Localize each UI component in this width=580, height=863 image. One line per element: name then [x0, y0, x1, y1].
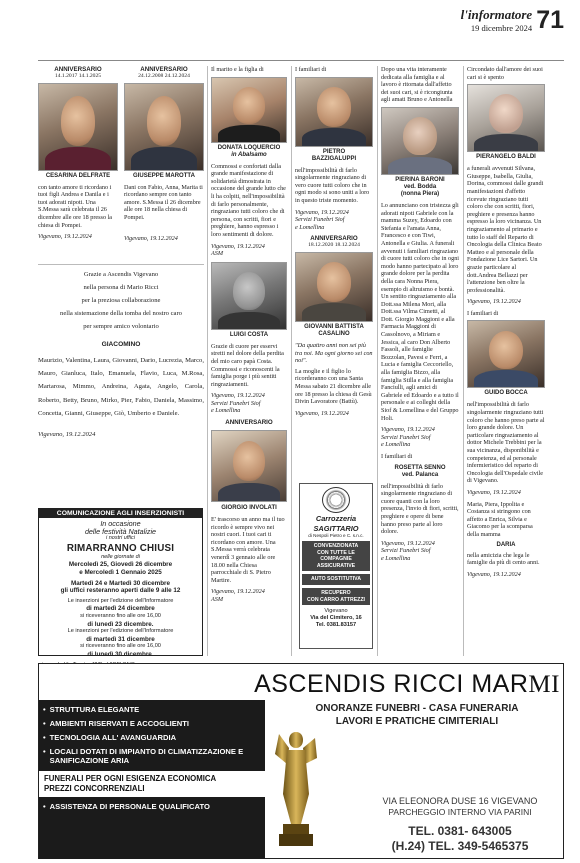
page-header [461, 5, 564, 35]
funeral-service: e Lomellina [381, 554, 411, 562]
notice-text: nella amicizia che lega le famiglie da più di cento anni. [467, 551, 540, 567]
target-logo-icon [322, 487, 350, 513]
ascendis-ad [38, 663, 564, 859]
funeral-service: e Lomellina [381, 441, 411, 449]
ad-contact [357, 796, 563, 854]
thanks-signers: Maurizio, Valentina, Laura, Giovanni, Dario, Lucrezia, Marco, Mauro, Gianluca, Italo, Emanuela, Flavio, Luca, M.Rosa, Martarosa, Mimmo, Andreina, Agata, Angelo, Carola, Roberto, Betty, Bruno, Mirko, Pier, Fabio, Daniela, Massimo, Concetta, Gianni, Giuseppe, Giò, Umberto e Daniele. [38, 357, 204, 417]
notice-line: Martedì 24 e Martedì 30 dicembre [70, 579, 171, 587]
notice-line: di lunedì 23 dicembre. [87, 620, 154, 628]
notice-text: nell'impossibilità di farlo singolarmente ringraziano tutti coloro che hanno preso parte al loro grande dolore. Un particolare ringraziamento al dottor Michele Trebbini per la sua vicinanza, disponibilità e competenza, ed al personale infermieristico del reparto di Oncologia dell'Ospedale civile di Vigevano. [467, 401, 545, 485]
ad-business-name [249, 670, 565, 699]
business-name: Carrozzeria [315, 514, 357, 523]
bullet-icon: • [43, 802, 46, 811]
feature-item [39, 719, 265, 728]
notice-line: di martedì 24 dicembre [86, 605, 155, 613]
deceased-married-name: ved. Palanca [401, 471, 439, 478]
feature-label: TECNOLOGIA ALL' AVANGUARDIA [49, 733, 177, 742]
signature: Vigevano, 19.12.2024 [124, 234, 178, 242]
column-4 [381, 66, 459, 566]
portrait-photo [38, 83, 118, 171]
anniversary-marotta [124, 66, 204, 245]
deceased-name: LUIGI COSTA [229, 331, 269, 338]
notice-line: si riceveranno fino alle ore 16,00 [80, 612, 161, 619]
divider [38, 264, 204, 265]
signature: Vigevano, 19.12.2024 [295, 208, 349, 216]
column-5 [467, 66, 545, 581]
feature-label: AMBIENTI RISERVATI E ACCOGLIENTI [49, 719, 190, 728]
deceased-name: GIOVANNI BATTISTA [304, 323, 364, 330]
notice-intro: I familiari di [467, 309, 499, 317]
ad-address: VIA ELEONORA DUSE 16 VIGEVANO [382, 796, 538, 806]
services-box [302, 588, 370, 605]
ad-title-part: MI [528, 671, 560, 698]
funeral-service: e Lomellina [295, 223, 325, 231]
ad-service-line: ONORANZE FUNEBRI - CASA FUNERARIA [315, 703, 519, 714]
bullet-icon: • [43, 719, 46, 728]
advertisers-notice [38, 508, 203, 656]
ad-parking: PARCHEGGIO INTERNO VIA PARINI [388, 807, 532, 817]
service-line: CONVENZIONATA [313, 543, 359, 549]
notice-intro: Circondato dall'amore dei suoi cari si è spento [467, 66, 543, 81]
thanks-line: nella sistemazione della tomba del nostro caro [60, 310, 182, 317]
notice-intro: Dopo una vita interamente dedicata alla famiglia e al lavoro è ritornata dall'affetto dei suoi cari, si è ricongiunta agli amati Bruno e Antonella [381, 66, 453, 104]
anniversary-dates: 18.12.2020 18.12.2024 [308, 242, 360, 249]
notice-line: gli uffici resteranno aperti dalle 9 alle 12 [60, 587, 181, 595]
deceased-name: CASALINO [318, 330, 350, 337]
angel-statue-icon [271, 724, 321, 854]
bullet-icon: • [43, 705, 46, 714]
feature-item [39, 733, 265, 742]
notice-heading: COMUNICAZIONE AGLI INSERZIONISTI [39, 509, 202, 518]
brand-name: l'informatore [460, 7, 533, 22]
portrait-photo [295, 252, 373, 322]
portrait-photo [467, 320, 545, 388]
signature: Vigevano, 19.12.2024 [467, 570, 521, 578]
portrait-photo [381, 107, 459, 175]
notice-text: nell'impossibilità di farlo singolarmente ringraziano di cuore quanti con la loro presenza, l'invio di fiori, scritti, preghiere e opere di bene hanno preso parte al loro dolore. [381, 482, 459, 536]
portrait-photo [211, 430, 287, 502]
deceased-name: GIORGIO INVOLATI [221, 505, 277, 512]
bullet-icon: • [43, 747, 46, 756]
ad-phone: TEL. 0381- 643005 [408, 824, 512, 838]
funeral-service: ASM [211, 250, 224, 258]
thanks-giacomino [38, 268, 204, 444]
deceased-name: PIERANGELO BALDI [476, 154, 536, 161]
portrait-photo [124, 83, 204, 171]
deceased-name: GUIDO BOCCA [484, 390, 528, 397]
anniversary-delfrate [38, 66, 118, 244]
anniversary-dates: 14.1.2017 14.1.2025 [54, 73, 102, 79]
notice-line: di lunedì 30 dicembre. [87, 650, 154, 658]
notice-line: delle festività Natalizie [84, 526, 157, 536]
issue-date: 19 dicembre 2024 [470, 23, 533, 33]
column-divider [463, 66, 464, 656]
business-name: SAGITTARIO [313, 524, 359, 533]
notice-text: a funerali avvenuti Silvana, Giuseppe, Isabella, Giulia, Dorina, commossi dalle grandi manifestazioni d'affetto ricevute ringraziano tutti coloro che con scritti, fiori, preghiere e presenza hanno espresso la loro vicinanza. Un ringraziamento al primario e tutto lo staff del Reparto di Oncologia della Clinica Beato Matteo e al personale della Fondazione Lice Sartori. Un grazie particolare al dott.Andrea Bellazzi per l'attenzione ben oltre la professionalità. [467, 165, 544, 294]
notice-text: con tanto amore ti ricordano i tuoi figli Andrea e Danila e i tuoi adorati nipoti. Una S.Messa sarà celebrata il 26 dicembre alle ore 18 presso la chiesa di Pompei. [38, 183, 113, 229]
highlight-line: PREZZI CONCORRENZIALI [44, 784, 145, 793]
signature: Vigevano, 19.12.2024 [211, 242, 265, 250]
business-owner: di Nespoli Pietro e C. s.n.c. [308, 533, 364, 538]
deceased-married-name: in Abalsamo [231, 151, 267, 158]
column-divider [291, 66, 292, 656]
feature-highlight [39, 771, 265, 797]
notice-line: Le inserzioni per l'edizione dell'Informatore [67, 628, 174, 635]
header-rule [38, 60, 564, 61]
signature: Vigevano, 19.12.2024 [381, 426, 435, 434]
notice-line: Mercoledì 25, Giovedì 26 dicembre [68, 561, 173, 569]
deceased-name: PIERINA BARONI [395, 176, 445, 183]
notice-line: In occasione [100, 519, 141, 528]
portrait-photo [211, 77, 287, 143]
notice-text: nell'impossibilità di farlo singolarmente ringraziano di vero cuore tutti coloro che in ogni modo si sono uniti a loro in questo triste momento. [295, 166, 370, 204]
signature: Vigevano, 19.12.2024 [38, 431, 96, 439]
signature: Vigevano, 19.12.2024 [211, 588, 265, 596]
services-box [302, 541, 370, 571]
notice-text: Commossi e confortati dalla grande manifestazione di solidarietà dimostrata in occasione del grande lutto che li ha colpiti, nell'impossibilità di farlo personalmente, ringraziano tutti coloro che di persona, con scritti, fiori e preghiere, hanno espresso i loro sentimenti di dolore. [211, 162, 286, 238]
deceased-name: DONATA LOQUERCIO [217, 144, 281, 151]
feature-label: LOCALI DOTATI DI IMPIANTO DI CLIMATIZZAZIONE E SANIFICAZIONE ARIA [49, 747, 244, 765]
thanks-line: nella persona di Mario Ricci [83, 284, 159, 291]
carrozzeria-ad [299, 483, 373, 649]
ad-phone-24h: (H.24) TEL. 349-5465375 [391, 839, 529, 853]
address-street: Via del Cimitero, 16 [310, 614, 362, 621]
deceased-name: GIUSEPPE MAROTTA [133, 172, 195, 179]
deceased-name: ROSETTA SENNO [394, 464, 446, 471]
masthead [461, 8, 533, 35]
notice-text: Maria, Piera, Ippolita e Costanza si stringono con affetto a Enrica, Silvia e Giacomo per la scomparsa della mamma [467, 500, 533, 538]
notice-intro: I familiari di [295, 66, 327, 73]
notice-intro: I familiari di [381, 452, 413, 460]
deceased-name: CESARINA DELFRATE [45, 172, 111, 179]
notice-line: di martedì 31 dicembre [86, 635, 155, 643]
anniversary-title: ANNIVERSARIO [54, 66, 102, 73]
thanks-line: per sempre amico volontario [83, 323, 159, 330]
portrait-photo [467, 84, 545, 152]
feature-item [39, 802, 265, 811]
anniversary-title: ANNIVERSARIO [225, 419, 273, 427]
ad-title-part: ASCENDIS RICCI MAR [254, 670, 529, 698]
column-divider [377, 66, 378, 656]
page-number: 71 [536, 6, 564, 34]
funeral-service: e Lomellina [211, 407, 241, 415]
portrait-photo [211, 262, 287, 330]
deceased-name: DARIA [496, 541, 516, 548]
notice-closed: RIMARRANNO CHIUSI [66, 542, 175, 554]
funeral-service: Servizi Funebri Siof [295, 216, 345, 224]
feature-item [39, 747, 265, 765]
feature-label: STRUTTURA ELEGANTE [49, 705, 140, 714]
business-phone: Tel. 0381.83157 [315, 621, 357, 628]
funeral-service: Servizi Funebri Siof [381, 433, 431, 441]
bullet-icon: • [43, 733, 46, 742]
feature-label: ASSISTENZA DI PERSONALE QUALIFICATO [49, 802, 210, 811]
memorial-quote: "Da quattro anni non sei più tra noi. Ma ogni giorno sei con noi". [295, 341, 373, 365]
signature: Vigevano, 19.12.2024 [467, 489, 521, 496]
notice-text: Dani con Fabio, Anna, Marita ti ricordano sempre con tanto amore. S.Messa il 26 dicembre alle ore 18 nella chiesa di Pompei. [124, 183, 203, 221]
column-2 [211, 66, 287, 607]
signature: Vigevano, 19.12.2024 [381, 539, 435, 547]
funeral-service: Servizi Funebri Siof [381, 547, 431, 555]
anniversary-title: ANNIVERSARIO [140, 66, 188, 73]
anniversary-dates: 24.12.2008 24.12.2024 [138, 73, 190, 79]
thanks-line: per la preziosa collaborazione [81, 297, 161, 304]
column-3 [295, 66, 373, 420]
feature-item [39, 705, 265, 714]
highlight-line: FUNERALI PER OGNI ESIGENZA ECONOMICA [44, 774, 217, 783]
notice-line: si riceveranno fino alle ore 16,00 [80, 643, 161, 650]
service-line: RECUPERO [321, 589, 351, 596]
address-city: Vigevano [324, 608, 348, 615]
business-address [300, 608, 372, 628]
deceased-married-name: ved. Bodda [403, 183, 437, 190]
funeral-service: Servizi Funebri Siof [211, 399, 261, 407]
notice-text: Grazie di cuore per esservi stretti nel dolore della perdita del mio caro papà Costa. Commossi e riconoscenti la famiglia porge i più sentiti ringraziamenti. [211, 342, 284, 388]
signature: Vigevano, 19.12.2024 [295, 409, 349, 417]
notice-line: e Mercoledì 1 Gennaio 2025 [79, 568, 162, 576]
notice-text: La moglie e il figlio lo ricorderanno con una Santa Messa sabato 21 dicembre alle ore 18 presso la chiesa di Gesù Divin Lavoratore (Battù). [295, 367, 372, 406]
service-line: ASSICURATIVE [316, 562, 356, 569]
signature: Vigevano, 19.12.2024 [467, 298, 521, 306]
notice-text: Lo annunciano con tristezza gli adorati nipoti Gabriele con la mamma Suzey, Edoardo con Stefania e l'amata Anna, Francesco e con Tiwi, Antonella e Giulia. A funerali avvenuti i familiari ringraziano di cuore tutti coloro che in ogni modo hanno partecipato al loro grande dolore per la perdita della cara Nonna Piera, esempio di altruismo e bontà. Un sentito ringraziamento alla Dott.ssa Milena Mori, alla Dott.ssa Vilma Cimetti, al Dott. Giorgio Maggioni e alla Farmacia Maggioni di Cassolnovo, a Miriam e Jessica, al caro Don Alberto Fassoli, alle famiglie Bozzolan, Pavesi e Ferri, a Lucia e famiglia Ceccoriello, alla famiglia Bizzo, alla famiglia Stilla e alla famiglia Fanciulli, agli amici di Gabriele ed Edoardo e a tutto il personale e ai colleghi della Siof & Lomellina e del Gruppo Holi. [381, 201, 460, 422]
service-line: CON TUTTE LE COMPAGNIE [317, 549, 355, 563]
funeral-service: ASM [211, 596, 224, 603]
anniversary-title: ANNIVERSARIO [310, 235, 358, 243]
notice-text: E' trascorso un anno ma il tuo ricordo è sempre vivo nei nostri cuori. I tuoi cari ti ricordano con amore. Una S.Messa verrà celebrata venerdì 3 gennaio alle ore 18.00 nella Chiesa parrocchiale di S. Pietro Martire. [211, 516, 285, 584]
ad-service-line: LAVORI E PRATICHE CIMITERIALI [335, 716, 499, 727]
ad-features-panel [39, 700, 265, 859]
thanks-line: Grazie a Ascendis Vigevano [83, 271, 159, 278]
notice-intro: Il marito e la figlia di [211, 66, 264, 73]
notice-line: i nostri uffici [105, 535, 136, 542]
portrait-photo [295, 77, 373, 147]
deceased-name: GIACOMINO [101, 341, 141, 348]
deceased-nickname: (nonna Piera) [400, 190, 440, 197]
signature: Vigevano, 19.12.2024 [211, 392, 265, 400]
service-line: CON CARRO ATTREZZI [307, 596, 365, 603]
notice-line: nelle giornate di [101, 553, 140, 560]
signature: Vigevano, 19.12.2024 [38, 233, 92, 241]
service-line: AUTO SOSTITUTIVA [311, 576, 361, 583]
deceased-name: PIETRO [322, 148, 346, 155]
column-divider [207, 66, 208, 656]
notice-line: Le inserzioni per l'edizione dell'Informatore [67, 597, 174, 604]
services-box [302, 574, 370, 585]
deceased-name: BAZZIGALUPPI [311, 155, 357, 162]
